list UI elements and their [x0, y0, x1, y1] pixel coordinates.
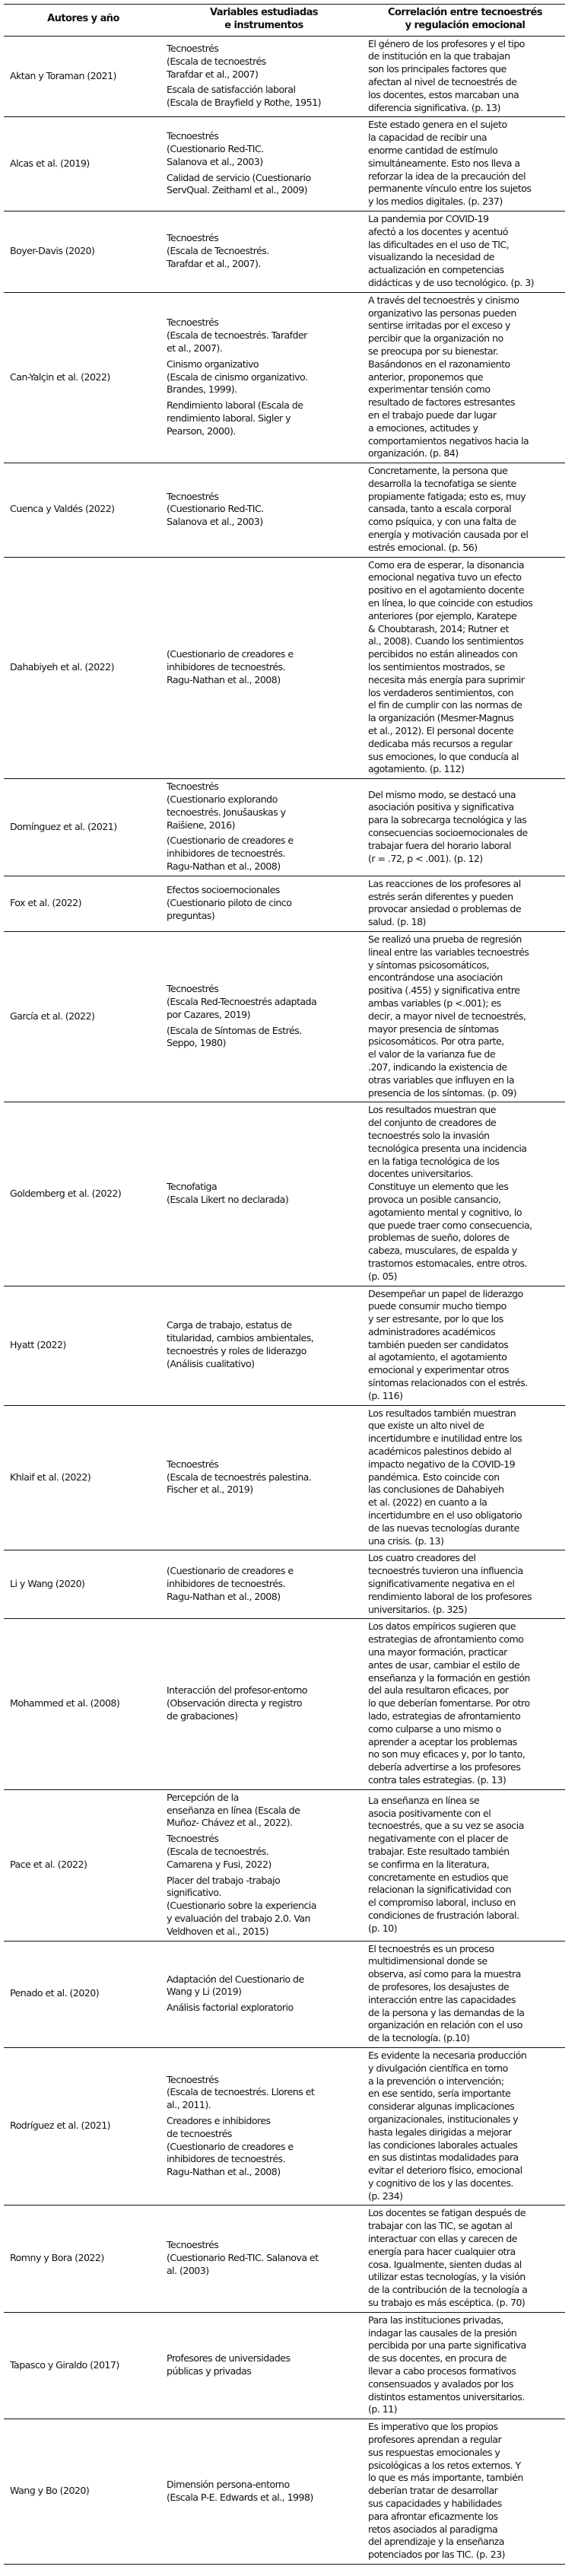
table-row	[4, 292, 565, 463]
variables-cell	[163, 211, 365, 292]
author-year-cell: Romny y Bora (2022)	[4, 2206, 163, 2312]
variable-instrument: Tecnoestrés (Cuestionario explorando tecnoestrés. Jonušauskas y Raišiene, 2016)	[167, 781, 286, 831]
variable-instrument: Calidad de servicio (Cuestionario ServQual. Zeithaml et al., 2009)	[167, 171, 311, 196]
author-year-cell: García et al. (2022)	[4, 931, 163, 1102]
table-row	[4, 1102, 565, 1286]
variables-cell	[163, 1550, 365, 1619]
header-authors-year: Autores y año	[4, 5, 163, 37]
author-year-cell: Penado et al. (2020)	[4, 1941, 163, 2047]
table-row	[4, 557, 565, 779]
correlation-cell: El tecnoestrés es un proceso multidimensional donde se observa, así como para la muestra de profesores, los desajustes de interacción entre las capacidades de la persona y las demandas de la organización en relación con el uso de la tecnología. (p.10)	[365, 1941, 565, 2047]
correlation-cell: Desempeñar un papel de liderazgo puede consumir mucho tiempo y ser estresante, por lo que los administradores académicos también pueden ser candidatos al agotamiento, el agotamiento emocional y experimentar otros síntomas relacionados con el estrés. (p. 116)	[365, 1286, 565, 1405]
variables-cell	[163, 931, 365, 1102]
correlation-cell: La enseñanza en línea se asocia positivamente con el tecnoestrés, que a su vez se asocia negativamente con el placer de trabajar. Este resultado también se confirma en la literatura, concretamente en estudios que relacionan la significatividad con el compromiso laboral, incluso en condiciones de frustración laboral. (p. 10)	[365, 1789, 565, 1941]
table-header	[4, 5, 565, 37]
variable-instrument: Tecnoestrés (Cuestionario Red-TIC. Salanova et al., 2003)	[167, 130, 264, 167]
table-row	[4, 1405, 565, 1550]
table-row	[4, 1550, 565, 1619]
variables-cell	[163, 117, 365, 211]
correlation-cell: El género de los profesores y el tipo de institución en la que trabajan son los principales factores que afectan al nivel de tecnoestrés de los docentes, estos marcaban una diferencia significativa. (p. 13)	[365, 36, 565, 117]
correlation-cell: Es evidente la necesaria producción y divulgación científica en torno a la prevención o intervención; en ese sentido, sería importante considerar algunas implicaciones organizacionales, institucionales y hasta legales dirigidas a mejorar las condiciones laborales actuales en sus distintas modalidades para evitar el deterioro físico, emocional y cognitivo de los y las docentes. (p. 234)	[365, 2047, 565, 2206]
correlation-cell: Las reacciones de los profesores al estrés serán diferentes y pueden provocar ansiedad o problemas de salud. (p. 18)	[365, 876, 565, 931]
variables-cell	[163, 876, 365, 931]
variable-instrument: Tecnoestrés (Escala Red-Tecnoestrés adaptada por Cazares, 2019)	[167, 983, 317, 1020]
correlation-cell: Los resultados también muestran que existe un alto nivel de incertidumbre e inutilidad entre los académicos palestinos debido al impacto negativo de la COVID-19 pandémica. Esto coincide con las conclusiones de Dahabiyeh et al. (2022) en cuanto a la incertidumbre en el uso obligatorio de las nuevas tecnologías durante una crisis. (p. 13)	[365, 1405, 565, 1550]
author-year-cell: Khlaif et al. (2022)	[4, 1405, 163, 1550]
correlation-cell: Del mismo modo, se destacó una asociación positiva y significativa para la sobrecarga tecnológica y las consecuencias socioemocionales de trabajar fuera del horario laboral (r = .72, p < .001). (p. 12)	[365, 779, 565, 876]
variable-instrument: Tecnoestrés (Escala de tecnoestrés palestina. Fischer et al., 2019)	[167, 1458, 312, 1496]
correlation-cell: Los resultados muestran que del conjunto de creadores de tecnoestrés solo la invasión tecnológica presenta una incidencia en la fatiga tecnológica de los docentes universitarios. Constituye un elemento que les provoca un posible cansancio, agotamiento mental y cognitivo, lo que puede traer como consecuencia, problemas de sueño, dolores de cabeza, musculares, de espalda y trastornos estomacales, entre otros. (p. 05)	[365, 1102, 565, 1286]
variables-cell	[163, 1102, 365, 1286]
variable-instrument: Tecnoestrés (Escala de tecnoestrés Tarafdar et al., 2007)	[167, 42, 266, 80]
variable-instrument: Placer del trabajo -trabajo significativo. (Cuestionario sobre la experiencia y evaluación del trabajo 2.0. Van Veldhoven et al., 2015)	[167, 1874, 316, 1937]
author-year-cell: Fox et al. (2022)	[4, 876, 163, 931]
author-year-cell: Domínguez et al. (2021)	[4, 779, 163, 876]
correlation-cell: Este estado genera en el sujeto la capacidad de recibir una enorme cantidad de estímulo simultáneamente. Esto nos lleva a reforzar la idea de la precaución del permanente vínculo entre los sujetos y los medios digitales. (p. 237)	[365, 117, 565, 211]
correlation-cell: Los cuatro creadores del tecnoestrés tuvieron una influencia significativamente negativa en el rendimiento laboral de los profesores universitarios. (p. 325)	[365, 1550, 565, 1619]
variables-cell	[163, 36, 365, 117]
variables-cell	[163, 292, 365, 463]
variables-cell	[163, 2312, 365, 2419]
table-row	[4, 2047, 565, 2206]
author-year-cell: Wang y Bo (2020)	[4, 2419, 163, 2565]
author-year-cell: Hyatt (2022)	[4, 1286, 163, 1405]
header-correlation: Correlación entre tecnoestrés y regulación emocional	[365, 5, 565, 37]
author-year-cell: Li y Wang (2020)	[4, 1550, 163, 1619]
author-year-cell: Tapasco y Giraldo (2017)	[4, 2312, 163, 2419]
variable-instrument: (Cuestionario de creadores e inhibidores de tecnoestrés. Ragu-Nathan et al., 2008)	[167, 835, 294, 872]
author-year-cell: Cuenca y Valdés (2022)	[4, 463, 163, 558]
variables-cell	[163, 1619, 365, 1789]
variable-instrument: Análisis factorial exploratorio	[167, 2002, 294, 2014]
variable-instrument: Escala de satisfacción laboral (Escala de Brayfield y Rothe, 1951)	[167, 84, 321, 109]
author-year-cell: Boyer-Davis (2020)	[4, 211, 163, 292]
table-row	[4, 211, 565, 292]
author-year-cell: Mohammed et al. (2008)	[4, 1619, 163, 1789]
table-row	[4, 779, 565, 876]
variable-instrument: Tecnoestrés (Escala de tecnoestrés. Camarena y Fusi, 2022)	[167, 1833, 272, 1870]
variable-instrument: (Cuestionario de creadores e inhibidores de tecnoestrés. Ragu-Nathan et al., 2008)	[167, 1565, 294, 1602]
header-row	[4, 5, 565, 37]
author-year-cell: Can-Yalçin et al. (2022)	[4, 292, 163, 463]
table-row	[4, 2206, 565, 2312]
variables-cell	[163, 1789, 365, 1941]
variable-instrument: (Escala de Síntomas de Estrés. Seppo, 1980)	[167, 1024, 302, 1049]
variable-instrument: Adaptación del Cuestionario de Wang y Li (2019)	[167, 1973, 304, 1998]
correlation-cell: Concretamente, la persona que desarrolla la tecnofatiga se siente propiamente fatigada; esto es, muy cansada, tanto a escala corporal como psíquica, y con una falta de energía y motivación causada por el estrés emocional. (p. 56)	[365, 463, 565, 558]
variable-instrument: Cinismo organizativo (Escala de cinismo organizativo. Brandes, 1999).	[167, 358, 308, 396]
variables-cell	[163, 2206, 365, 2312]
table-row	[4, 1941, 565, 2047]
correlation-cell: Los datos empíricos sugieren que estrategias de afrontamiento como una mayor formación, practicar antes de usar, cambiar el estilo de enseñanza y la formación en gestión del aula resultaron eficaces, por lo que deberían fomentarse. Por otro lado, estrategias de afrontamiento como culparse a uno mismo o aprender a aceptar los problemas no son muy eficaces y, por lo tanto, debería advertirse a los profesores contra tales estrategias. (p. 13)	[365, 1619, 565, 1789]
correlation-cell: Como era de esperar, la disonancia emocional negativa tuvo un efecto positivo en el agotamiento docente en línea, lo que coincide con estudios anteriores (por ejemplo, Karatepe & Choubtarash, 2014; Rutner et al., 2008). Cuando los sentimientos percibidos no están alineados con los sentimientos mostrados, se necesita más energía para suprimir los verdaderos sentimientos, con el fin de cumplir con las normas de la organización (Mesmer-Magnus et al., 2012). El personal docente dedicaba más recursos a regular sus emociones, lo que conducía al agotamiento. (p. 112)	[365, 557, 565, 779]
variables-cell	[163, 779, 365, 876]
variable-instrument: Tecnoestrés (Cuestionario Red-TIC. Salanova et al., 2003)	[167, 490, 264, 528]
variable-instrument: Efectos socioemocionales (Cuestionario piloto de cinco preguntas)	[167, 884, 292, 921]
correlation-cell: Los docentes se fatigan después de trabajar con las TIC, se agotan al interactuar con ellas y carecen de energía para hacer cualquier otra cosa. Igualmente, sienten dudas al utilizar estas tecnologías, y la visión de la contribución de la tecnología a su trabajo es más escéptica. (p. 70)	[365, 2206, 565, 2312]
table-row	[4, 1789, 565, 1941]
table-row	[4, 117, 565, 211]
variables-cell	[163, 2047, 365, 2206]
table-row	[4, 36, 565, 117]
author-year-cell: Dahabiyeh et al. (2022)	[4, 557, 163, 779]
variables-cell	[163, 557, 365, 779]
variables-cell	[163, 1286, 365, 1405]
variable-instrument: (Cuestionario de creadores e inhibidores de tecnoestrés. Ragu-Nathan et al., 2008)	[167, 648, 294, 685]
table-row	[4, 2419, 565, 2565]
variables-cell	[163, 2419, 365, 2565]
correlation-cell: Se realizó una prueba de regresión lineal entre las variables tecnoestrés y síntomas psicosomáticos, encontrándose una asociación positiva (.455) y significativa entre ambas variables (p <.001); es decir, a mayor nivel de tecnoestrés, mayor presencia de síntomas psicosomáticos. Por otra parte, el valor de la varianza fue de .207, indicando la existencia de otras variables que influyen en la presencia de los síntomas. (p. 09)	[365, 931, 565, 1102]
correlation-cell: Es imperativo que los propios profesores aprendan a regular sus respuestas emocionales y psicológicas a los retos externos. Y lo que es más importante, también deberían tratar de desarrollar sus capacidades y habilidades para afrontar eficazmente los retos asociados al paradigma del aprendizaje y la enseñanza potenciados por las TIC. (p. 23)	[365, 2419, 565, 2565]
correlation-cell: A través del tecnoestrés y cinismo organizativo las personas pueden sentirse irritadas por el exceso y percibir que la organización no se preocupa por su bienestar. Basándonos en el razonamiento anterior, proponemos que experimentar tensión como resultado de factores estresantes en el trabajo puede dar lugar a emociones, actitudes y comportamientos negativos hacia la organización. (p. 84)	[365, 292, 565, 463]
variable-instrument: Interacción del profesor-entorno (Observación directa y registro de grabaciones)	[167, 1684, 307, 1722]
header-variables-instruments: Variables estudiadas e instrumentos	[163, 5, 365, 37]
variable-instrument: Dimensión persona-entorno (Escala P-E. Edwards et al., 1998)	[167, 2478, 313, 2503]
variable-instrument: Tecnoestrés (Escala de tecnoestrés. Tarafder et al., 2007).	[167, 316, 307, 354]
author-year-cell: Pace et al. (2022)	[4, 1789, 163, 1941]
variable-instrument: Rendimiento laboral (Escala de rendimiento laboral. Sigler y Pearson, 2000).	[167, 399, 303, 437]
table-row	[4, 2312, 565, 2419]
variable-instrument: Profesores de universidades públicas y privadas	[167, 2352, 291, 2377]
correlation-cell: Para las instituciones privadas, indagar las causales de la presión percibida por una parte significativa de sus docentes, en procura de llevar a cabo procesos formativos consensuados y avalados por los distintos estamentos universitarios. (p. 11)	[365, 2312, 565, 2419]
variable-instrument: Tecnoestrés (Escala de tecnoestrés. Llorens et al., 2011).	[167, 2073, 315, 2111]
table-row	[4, 1619, 565, 1789]
variables-cell	[163, 1941, 365, 2047]
table-row	[4, 1286, 565, 1405]
variables-cell	[163, 463, 365, 558]
author-year-cell: Aktan y Toraman (2021)	[4, 36, 163, 117]
table-body	[4, 36, 565, 2564]
author-year-cell: Goldemberg et al. (2022)	[4, 1102, 163, 1286]
table-row	[4, 876, 565, 931]
variable-instrument: Tecnoestrés (Cuestionario Red-TIC. Salanova et al. (2003)	[167, 2239, 319, 2277]
table-row	[4, 463, 565, 558]
variables-cell	[163, 1405, 365, 1550]
variable-instrument: Percepción de la enseñanza en línea (Escala de Muñoz- Chávez et al., 2022).	[167, 1791, 300, 1829]
variable-instrument: Creadores e inhibidores de tecnoestrés (Cuestionario de creadores e inhibidores de tecnoestrés. Ragu-Nathan et al., 2008)	[167, 2114, 294, 2178]
variable-instrument: Carga de trabajo, estatus de titularidad, cambios ambientales, tecnoestrés y roles de liderazgo (Análisis cualitativo)	[167, 1319, 314, 1369]
table-row	[4, 931, 565, 1102]
author-year-cell: Rodríguez et al. (2021)	[4, 2047, 163, 2206]
studies-table	[4, 4, 565, 2565]
variable-instrument: Tecnoestrés (Escala de Tecnoestrés. Tarafdar et al., 2007).	[167, 232, 269, 269]
author-year-cell: Alcas et al. (2019)	[4, 117, 163, 211]
variable-instrument: Tecnofatiga (Escala Likert no declarada)	[167, 1181, 289, 1205]
correlation-cell: La pandemia por COVID-19 afectó a los docentes y acentuó las dificultades en el uso de TIC, visualizando la necesidad de actualización en competencias didácticas y de uso tecnológico. (p. 3)	[365, 211, 565, 292]
